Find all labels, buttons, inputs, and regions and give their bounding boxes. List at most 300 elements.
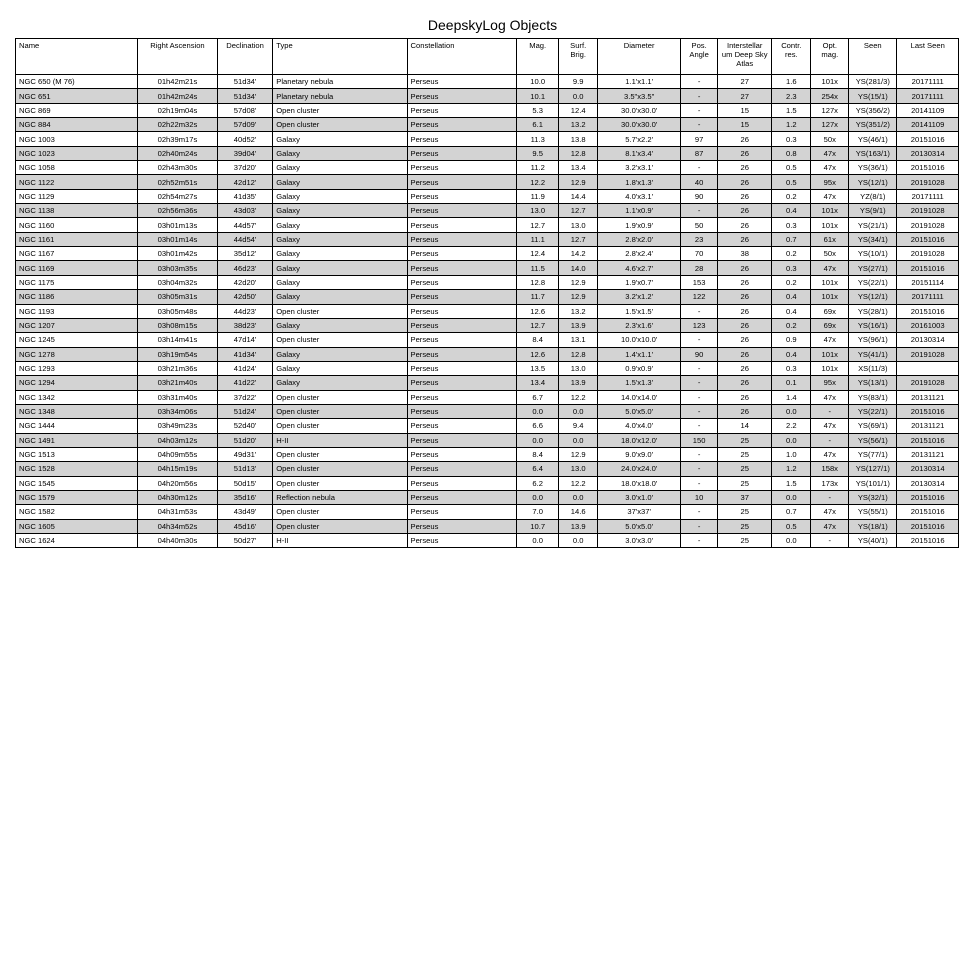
cell-position-angle: 97 — [681, 132, 718, 146]
cell-diameter: 1.5'x1.3' — [598, 376, 681, 390]
cell-type: Galaxy — [273, 361, 407, 375]
cell-constellation: Perseus — [407, 361, 517, 375]
cell-diameter: 18.0'x18.0' — [598, 476, 681, 490]
cell-position-angle: 150 — [681, 433, 718, 447]
cell-position-angle: 122 — [681, 290, 718, 304]
cell-right-ascension: 04h20m56s — [137, 476, 217, 490]
cell-contrast-reserve: 0.9 — [772, 333, 811, 347]
col-header-declination[interactable]: Declination — [217, 39, 272, 75]
cell-name: NGC 1293 — [16, 361, 138, 375]
cell-contrast-reserve: 0.2 — [772, 318, 811, 332]
cell-type: Galaxy — [273, 376, 407, 390]
cell-diameter: 30.0'x30.0' — [598, 118, 681, 132]
cell-diameter: 1.9'x0.9' — [598, 218, 681, 232]
cell-constellation: Perseus — [407, 247, 517, 261]
cell-atlas: 25 — [718, 462, 772, 476]
cell-declination: 35d12' — [217, 247, 272, 261]
cell-name: NGC 1605 — [16, 519, 138, 533]
cell-optimal-magnification: 47x — [811, 333, 849, 347]
cell-position-angle: - — [681, 75, 718, 89]
cell-diameter: 3.0'x1.0' — [598, 490, 681, 504]
cell-surface-brightness: 12.7 — [559, 204, 598, 218]
cell-atlas: 26 — [718, 333, 772, 347]
cell-surface-brightness: 0.0 — [559, 433, 598, 447]
cell-atlas: 26 — [718, 218, 772, 232]
cell-type: Planetary nebula — [273, 75, 407, 89]
cell-magnitude: 13.5 — [517, 361, 559, 375]
table-row — [16, 290, 959, 304]
col-header-surface-brightness[interactable]: Surf. Brig. — [559, 39, 598, 75]
cell-diameter: 1.9'x0.7' — [598, 275, 681, 289]
cell-contrast-reserve: 0.3 — [772, 261, 811, 275]
cell-contrast-reserve: 0.3 — [772, 132, 811, 146]
cell-diameter: 14.0'x14.0' — [598, 390, 681, 404]
cell-name: NGC 650 (M 76) — [16, 75, 138, 89]
cell-constellation: Perseus — [407, 318, 517, 332]
cell-contrast-reserve: 0.4 — [772, 290, 811, 304]
cell-surface-brightness: 12.2 — [559, 390, 598, 404]
cell-right-ascension: 02h43m30s — [137, 161, 217, 175]
cell-optimal-magnification: 173x — [811, 476, 849, 490]
cell-atlas: 25 — [718, 505, 772, 519]
cell-last-seen: 20191028 — [897, 247, 959, 261]
cell-type: Galaxy — [273, 218, 407, 232]
cell-surface-brightness: 14.6 — [559, 505, 598, 519]
cell-right-ascension: 03h31m40s — [137, 390, 217, 404]
table-row — [16, 476, 959, 490]
table-row — [16, 534, 959, 548]
cell-name: NGC 1582 — [16, 505, 138, 519]
table-row — [16, 75, 959, 89]
cell-declination: 44d57' — [217, 218, 272, 232]
cell-position-angle: - — [681, 376, 718, 390]
cell-magnitude: 11.5 — [517, 261, 559, 275]
cell-last-seen: 20141109 — [897, 103, 959, 117]
cell-diameter: 1.4'x1.1' — [598, 347, 681, 361]
cell-contrast-reserve: 0.2 — [772, 275, 811, 289]
col-header-position-angle[interactable]: Pos. Angle — [681, 39, 718, 75]
cell-seen: YS(27/1) — [849, 261, 897, 275]
cell-magnitude: 12.7 — [517, 318, 559, 332]
cell-diameter: 3.2'x3.1' — [598, 161, 681, 175]
cell-diameter: 24.0'x24.0' — [598, 462, 681, 476]
header-row — [16, 39, 959, 75]
cell-seen: YS(96/1) — [849, 333, 897, 347]
cell-surface-brightness: 0.0 — [559, 404, 598, 418]
cell-contrast-reserve: 0.4 — [772, 204, 811, 218]
cell-magnitude: 11.1 — [517, 232, 559, 246]
cell-surface-brightness: 13.9 — [559, 376, 598, 390]
cell-atlas: 25 — [718, 519, 772, 533]
cell-name: NGC 1579 — [16, 490, 138, 504]
cell-atlas: 27 — [718, 89, 772, 103]
col-header-name[interactable]: Name — [16, 39, 138, 75]
cell-diameter: 2.8'x2.4' — [598, 247, 681, 261]
cell-right-ascension: 03h14m41s — [137, 333, 217, 347]
cell-surface-brightness: 12.7 — [559, 232, 598, 246]
cell-type: H-II — [273, 534, 407, 548]
cell-surface-brightness: 13.9 — [559, 519, 598, 533]
cell-constellation: Perseus — [407, 404, 517, 418]
cell-magnitude: 12.8 — [517, 275, 559, 289]
col-header-contrast-reserve[interactable]: Contr. res. — [772, 39, 811, 75]
cell-constellation: Perseus — [407, 232, 517, 246]
cell-contrast-reserve: 0.0 — [772, 534, 811, 548]
cell-position-angle: 87 — [681, 146, 718, 160]
cell-last-seen: 20191028 — [897, 376, 959, 390]
cell-name: NGC 1003 — [16, 132, 138, 146]
cell-diameter: 1.1'x0.9' — [598, 204, 681, 218]
cell-diameter: 5.0'x5.0' — [598, 404, 681, 418]
cell-type: Open cluster — [273, 419, 407, 433]
cell-constellation: Perseus — [407, 519, 517, 533]
cell-atlas: 26 — [718, 404, 772, 418]
cell-position-angle: - — [681, 462, 718, 476]
cell-position-angle: - — [681, 419, 718, 433]
objects-table — [15, 38, 959, 548]
cell-name: NGC 1624 — [16, 534, 138, 548]
cell-last-seen: 20191028 — [897, 218, 959, 232]
cell-optimal-magnification: 101x — [811, 204, 849, 218]
cell-declination: 51d34' — [217, 89, 272, 103]
cell-atlas: 26 — [718, 347, 772, 361]
cell-seen: YS(22/1) — [849, 275, 897, 289]
cell-seen: YS(10/1) — [849, 247, 897, 261]
cell-contrast-reserve: 1.0 — [772, 447, 811, 461]
cell-optimal-magnification: 50x — [811, 247, 849, 261]
cell-atlas: 26 — [718, 390, 772, 404]
cell-type: Open cluster — [273, 505, 407, 519]
cell-position-angle: - — [681, 519, 718, 533]
table-row — [16, 132, 959, 146]
cell-name: NGC 1513 — [16, 447, 138, 461]
cell-atlas: 26 — [718, 304, 772, 318]
cell-last-seen: 20151016 — [897, 261, 959, 275]
cell-right-ascension: 03h01m14s — [137, 232, 217, 246]
cell-surface-brightness: 12.9 — [559, 290, 598, 304]
cell-magnitude: 0.0 — [517, 404, 559, 418]
cell-right-ascension: 03h05m31s — [137, 290, 217, 304]
col-header-magnitude[interactable]: Mag. — [517, 39, 559, 75]
cell-contrast-reserve: 0.5 — [772, 175, 811, 189]
cell-diameter: 0.9'x0.9' — [598, 361, 681, 375]
cell-magnitude: 6.4 — [517, 462, 559, 476]
cell-atlas: 26 — [718, 132, 772, 146]
cell-declination: 51d24' — [217, 404, 272, 418]
cell-seen: YS(9/1) — [849, 204, 897, 218]
cell-constellation: Perseus — [407, 290, 517, 304]
cell-type: Galaxy — [273, 347, 407, 361]
cell-position-angle: 90 — [681, 189, 718, 203]
cell-declination: 57d08' — [217, 103, 272, 117]
cell-magnitude: 12.4 — [517, 247, 559, 261]
cell-seen: YS(34/1) — [849, 232, 897, 246]
cell-declination: 47d14' — [217, 333, 272, 347]
cell-declination: 49d31' — [217, 447, 272, 461]
cell-declination: 37d22' — [217, 390, 272, 404]
cell-right-ascension: 02h19m04s — [137, 103, 217, 117]
cell-declination: 37d20' — [217, 161, 272, 175]
cell-position-angle: - — [681, 304, 718, 318]
col-header-right-ascension[interactable]: Right Ascension — [137, 39, 217, 75]
cell-magnitude: 10.1 — [517, 89, 559, 103]
col-header-type[interactable]: Type — [273, 39, 407, 75]
cell-diameter: 5.7'x2.2' — [598, 132, 681, 146]
table-row — [16, 419, 959, 433]
cell-contrast-reserve: 0.0 — [772, 404, 811, 418]
cell-surface-brightness: 13.2 — [559, 304, 598, 318]
cell-constellation: Perseus — [407, 476, 517, 490]
table-row — [16, 404, 959, 418]
cell-position-angle: - — [681, 361, 718, 375]
cell-last-seen: 20151016 — [897, 433, 959, 447]
cell-contrast-reserve: 0.0 — [772, 433, 811, 447]
cell-seen: YS(41/1) — [849, 347, 897, 361]
cell-diameter: 1.8'x1.3' — [598, 175, 681, 189]
table-row — [16, 189, 959, 203]
cell-atlas: 14 — [718, 419, 772, 433]
cell-surface-brightness: 12.8 — [559, 146, 598, 160]
cell-seen: YS(13/1) — [849, 376, 897, 390]
table-row — [16, 505, 959, 519]
cell-name: NGC 1207 — [16, 318, 138, 332]
cell-constellation: Perseus — [407, 218, 517, 232]
cell-contrast-reserve: 0.3 — [772, 218, 811, 232]
col-header-atlas[interactable]: Interstellar um Deep Sky Atlas — [718, 39, 772, 75]
cell-type: Reflection nebula — [273, 490, 407, 504]
cell-seen: YS(21/1) — [849, 218, 897, 232]
cell-contrast-reserve: 0.7 — [772, 505, 811, 519]
cell-magnitude: 11.7 — [517, 290, 559, 304]
cell-magnitude: 6.1 — [517, 118, 559, 132]
cell-name: NGC 1528 — [16, 462, 138, 476]
cell-atlas: 26 — [718, 261, 772, 275]
cell-declination: 42d20' — [217, 275, 272, 289]
cell-optimal-magnification: 47x — [811, 447, 849, 461]
cell-surface-brightness: 12.4 — [559, 103, 598, 117]
cell-diameter: 30.0'x30.0' — [598, 103, 681, 117]
cell-last-seen: 20151016 — [897, 490, 959, 504]
cell-position-angle: - — [681, 204, 718, 218]
cell-contrast-reserve: 0.3 — [772, 361, 811, 375]
cell-position-angle: - — [681, 404, 718, 418]
cell-seen: YS(127/1) — [849, 462, 897, 476]
cell-type: Open cluster — [273, 519, 407, 533]
cell-constellation: Perseus — [407, 376, 517, 390]
cell-type: Galaxy — [273, 175, 407, 189]
cell-diameter: 3.2'x1.2' — [598, 290, 681, 304]
cell-magnitude: 8.4 — [517, 333, 559, 347]
cell-contrast-reserve: 0.5 — [772, 161, 811, 175]
cell-position-angle: 123 — [681, 318, 718, 332]
cell-constellation: Perseus — [407, 433, 517, 447]
table-row — [16, 519, 959, 533]
cell-contrast-reserve: 1.6 — [772, 75, 811, 89]
cell-atlas: 25 — [718, 476, 772, 490]
table-row — [16, 318, 959, 332]
cell-seen: YS(28/1) — [849, 304, 897, 318]
cell-type: Galaxy — [273, 232, 407, 246]
cell-constellation: Perseus — [407, 89, 517, 103]
cell-optimal-magnification: 61x — [811, 232, 849, 246]
cell-constellation: Perseus — [407, 505, 517, 519]
cell-magnitude: 5.3 — [517, 103, 559, 117]
cell-type: Open cluster — [273, 447, 407, 461]
cell-type: Galaxy — [273, 318, 407, 332]
cell-last-seen: 20151016 — [897, 304, 959, 318]
cell-position-angle: 153 — [681, 275, 718, 289]
cell-magnitude: 12.6 — [517, 304, 559, 318]
cell-name: NGC 1342 — [16, 390, 138, 404]
cell-right-ascension: 03h21m36s — [137, 361, 217, 375]
col-header-diameter[interactable]: Diameter — [598, 39, 681, 75]
cell-type: Galaxy — [273, 204, 407, 218]
cell-contrast-reserve: 0.7 — [772, 232, 811, 246]
col-header-last-seen[interactable]: Last Seen — [897, 39, 959, 75]
table-row — [16, 347, 959, 361]
cell-atlas: 26 — [718, 318, 772, 332]
col-header-seen[interactable]: Seen — [849, 39, 897, 75]
cell-seen: YS(55/1) — [849, 505, 897, 519]
cell-contrast-reserve: 2.2 — [772, 419, 811, 433]
cell-surface-brightness: 13.0 — [559, 218, 598, 232]
cell-last-seen: 20171111 — [897, 89, 959, 103]
cell-atlas: 26 — [718, 275, 772, 289]
cell-optimal-magnification: - — [811, 490, 849, 504]
cell-constellation: Perseus — [407, 189, 517, 203]
cell-type: Open cluster — [273, 404, 407, 418]
col-header-optimal-magnification[interactable]: Opt. mag. — [811, 39, 849, 75]
cell-name: NGC 1167 — [16, 247, 138, 261]
cell-surface-brightness: 0.0 — [559, 534, 598, 548]
cell-constellation: Perseus — [407, 333, 517, 347]
table-row — [16, 361, 959, 375]
cell-seen: YS(101/1) — [849, 476, 897, 490]
page-title: DeepskyLog Objects — [427, 17, 558, 33]
cell-magnitude: 11.2 — [517, 161, 559, 175]
cell-seen: YS(83/1) — [849, 390, 897, 404]
cell-constellation: Perseus — [407, 447, 517, 461]
cell-optimal-magnification: 95x — [811, 175, 849, 189]
cell-right-ascension: 03h49m23s — [137, 419, 217, 433]
table-row — [16, 218, 959, 232]
cell-surface-brightness: 13.8 — [559, 132, 598, 146]
cell-name: NGC 1175 — [16, 275, 138, 289]
cell-atlas: 15 — [718, 103, 772, 117]
cell-declination: 38d23' — [217, 318, 272, 332]
table-row — [16, 433, 959, 447]
cell-type: Galaxy — [273, 161, 407, 175]
table-row — [16, 103, 959, 117]
cell-seen: YS(22/1) — [849, 404, 897, 418]
cell-declination: 41d35' — [217, 189, 272, 203]
cell-last-seen: 20130314 — [897, 146, 959, 160]
cell-magnitude: 12.6 — [517, 347, 559, 361]
cell-right-ascension: 04h40m30s — [137, 534, 217, 548]
cell-optimal-magnification: 101x — [811, 75, 849, 89]
cell-declination: 43d03' — [217, 204, 272, 218]
cell-seen: YS(69/1) — [849, 419, 897, 433]
cell-declination: 50d27' — [217, 534, 272, 548]
cell-atlas: 26 — [718, 361, 772, 375]
cell-surface-brightness: 13.1 — [559, 333, 598, 347]
cell-declination: 42d50' — [217, 290, 272, 304]
cell-type: Open cluster — [273, 304, 407, 318]
cell-magnitude: 0.0 — [517, 433, 559, 447]
table-row — [16, 490, 959, 504]
cell-position-angle: 50 — [681, 218, 718, 232]
cell-surface-brightness: 9.4 — [559, 419, 598, 433]
table-row — [16, 89, 959, 103]
cell-type: H-II — [273, 433, 407, 447]
cell-position-angle: - — [681, 118, 718, 132]
cell-position-angle: 90 — [681, 347, 718, 361]
cell-atlas: 26 — [718, 376, 772, 390]
cell-surface-brightness: 12.8 — [559, 347, 598, 361]
cell-seen: YS(32/1) — [849, 490, 897, 504]
cell-right-ascension: 03h01m42s — [137, 247, 217, 261]
cell-type: Open cluster — [273, 476, 407, 490]
cell-optimal-magnification: 47x — [811, 261, 849, 275]
cell-name: NGC 1545 — [16, 476, 138, 490]
cell-optimal-magnification: 50x — [811, 132, 849, 146]
cell-name: NGC 1023 — [16, 146, 138, 160]
cell-name: NGC 1278 — [16, 347, 138, 361]
cell-position-angle: 70 — [681, 247, 718, 261]
cell-constellation: Perseus — [407, 132, 517, 146]
cell-name: NGC 1160 — [16, 218, 138, 232]
cell-constellation: Perseus — [407, 304, 517, 318]
cell-seen: YS(356/2) — [849, 103, 897, 117]
cell-diameter: 4.0'x4.0' — [598, 419, 681, 433]
cell-constellation: Perseus — [407, 490, 517, 504]
cell-optimal-magnification: 69x — [811, 318, 849, 332]
cell-diameter: 1.5'x1.5' — [598, 304, 681, 318]
col-header-constellation[interactable]: Constellation — [407, 39, 517, 75]
cell-diameter: 4.0'x3.1' — [598, 189, 681, 203]
table-row — [16, 232, 959, 246]
cell-contrast-reserve: 1.2 — [772, 462, 811, 476]
cell-atlas: 25 — [718, 447, 772, 461]
cell-magnitude: 13.4 — [517, 376, 559, 390]
cell-seen: YS(12/1) — [849, 290, 897, 304]
cell-declination: 52d40' — [217, 419, 272, 433]
cell-last-seen: 20191028 — [897, 347, 959, 361]
cell-position-angle: - — [681, 333, 718, 347]
cell-diameter: 9.0'x9.0' — [598, 447, 681, 461]
cell-atlas: 25 — [718, 433, 772, 447]
cell-diameter: 10.0'x10.0' — [598, 333, 681, 347]
cell-right-ascension: 02h40m24s — [137, 146, 217, 160]
cell-magnitude: 0.0 — [517, 490, 559, 504]
cell-seen: YS(281/3) — [849, 75, 897, 89]
cell-right-ascension: 03h19m54s — [137, 347, 217, 361]
cell-name: NGC 1186 — [16, 290, 138, 304]
cell-last-seen: 20171111 — [897, 75, 959, 89]
cell-last-seen: 20151114 — [897, 275, 959, 289]
cell-magnitude: 6.7 — [517, 390, 559, 404]
cell-atlas: 38 — [718, 247, 772, 261]
cell-right-ascension: 03h21m40s — [137, 376, 217, 390]
cell-diameter: 8.1'x3.4' — [598, 146, 681, 160]
cell-name: NGC 1348 — [16, 404, 138, 418]
cell-atlas: 15 — [718, 118, 772, 132]
cell-seen: YS(351/2) — [849, 118, 897, 132]
cell-magnitude: 11.9 — [517, 189, 559, 203]
cell-last-seen: 20151016 — [897, 232, 959, 246]
cell-position-angle: - — [681, 447, 718, 461]
cell-optimal-magnification: 69x — [811, 304, 849, 318]
